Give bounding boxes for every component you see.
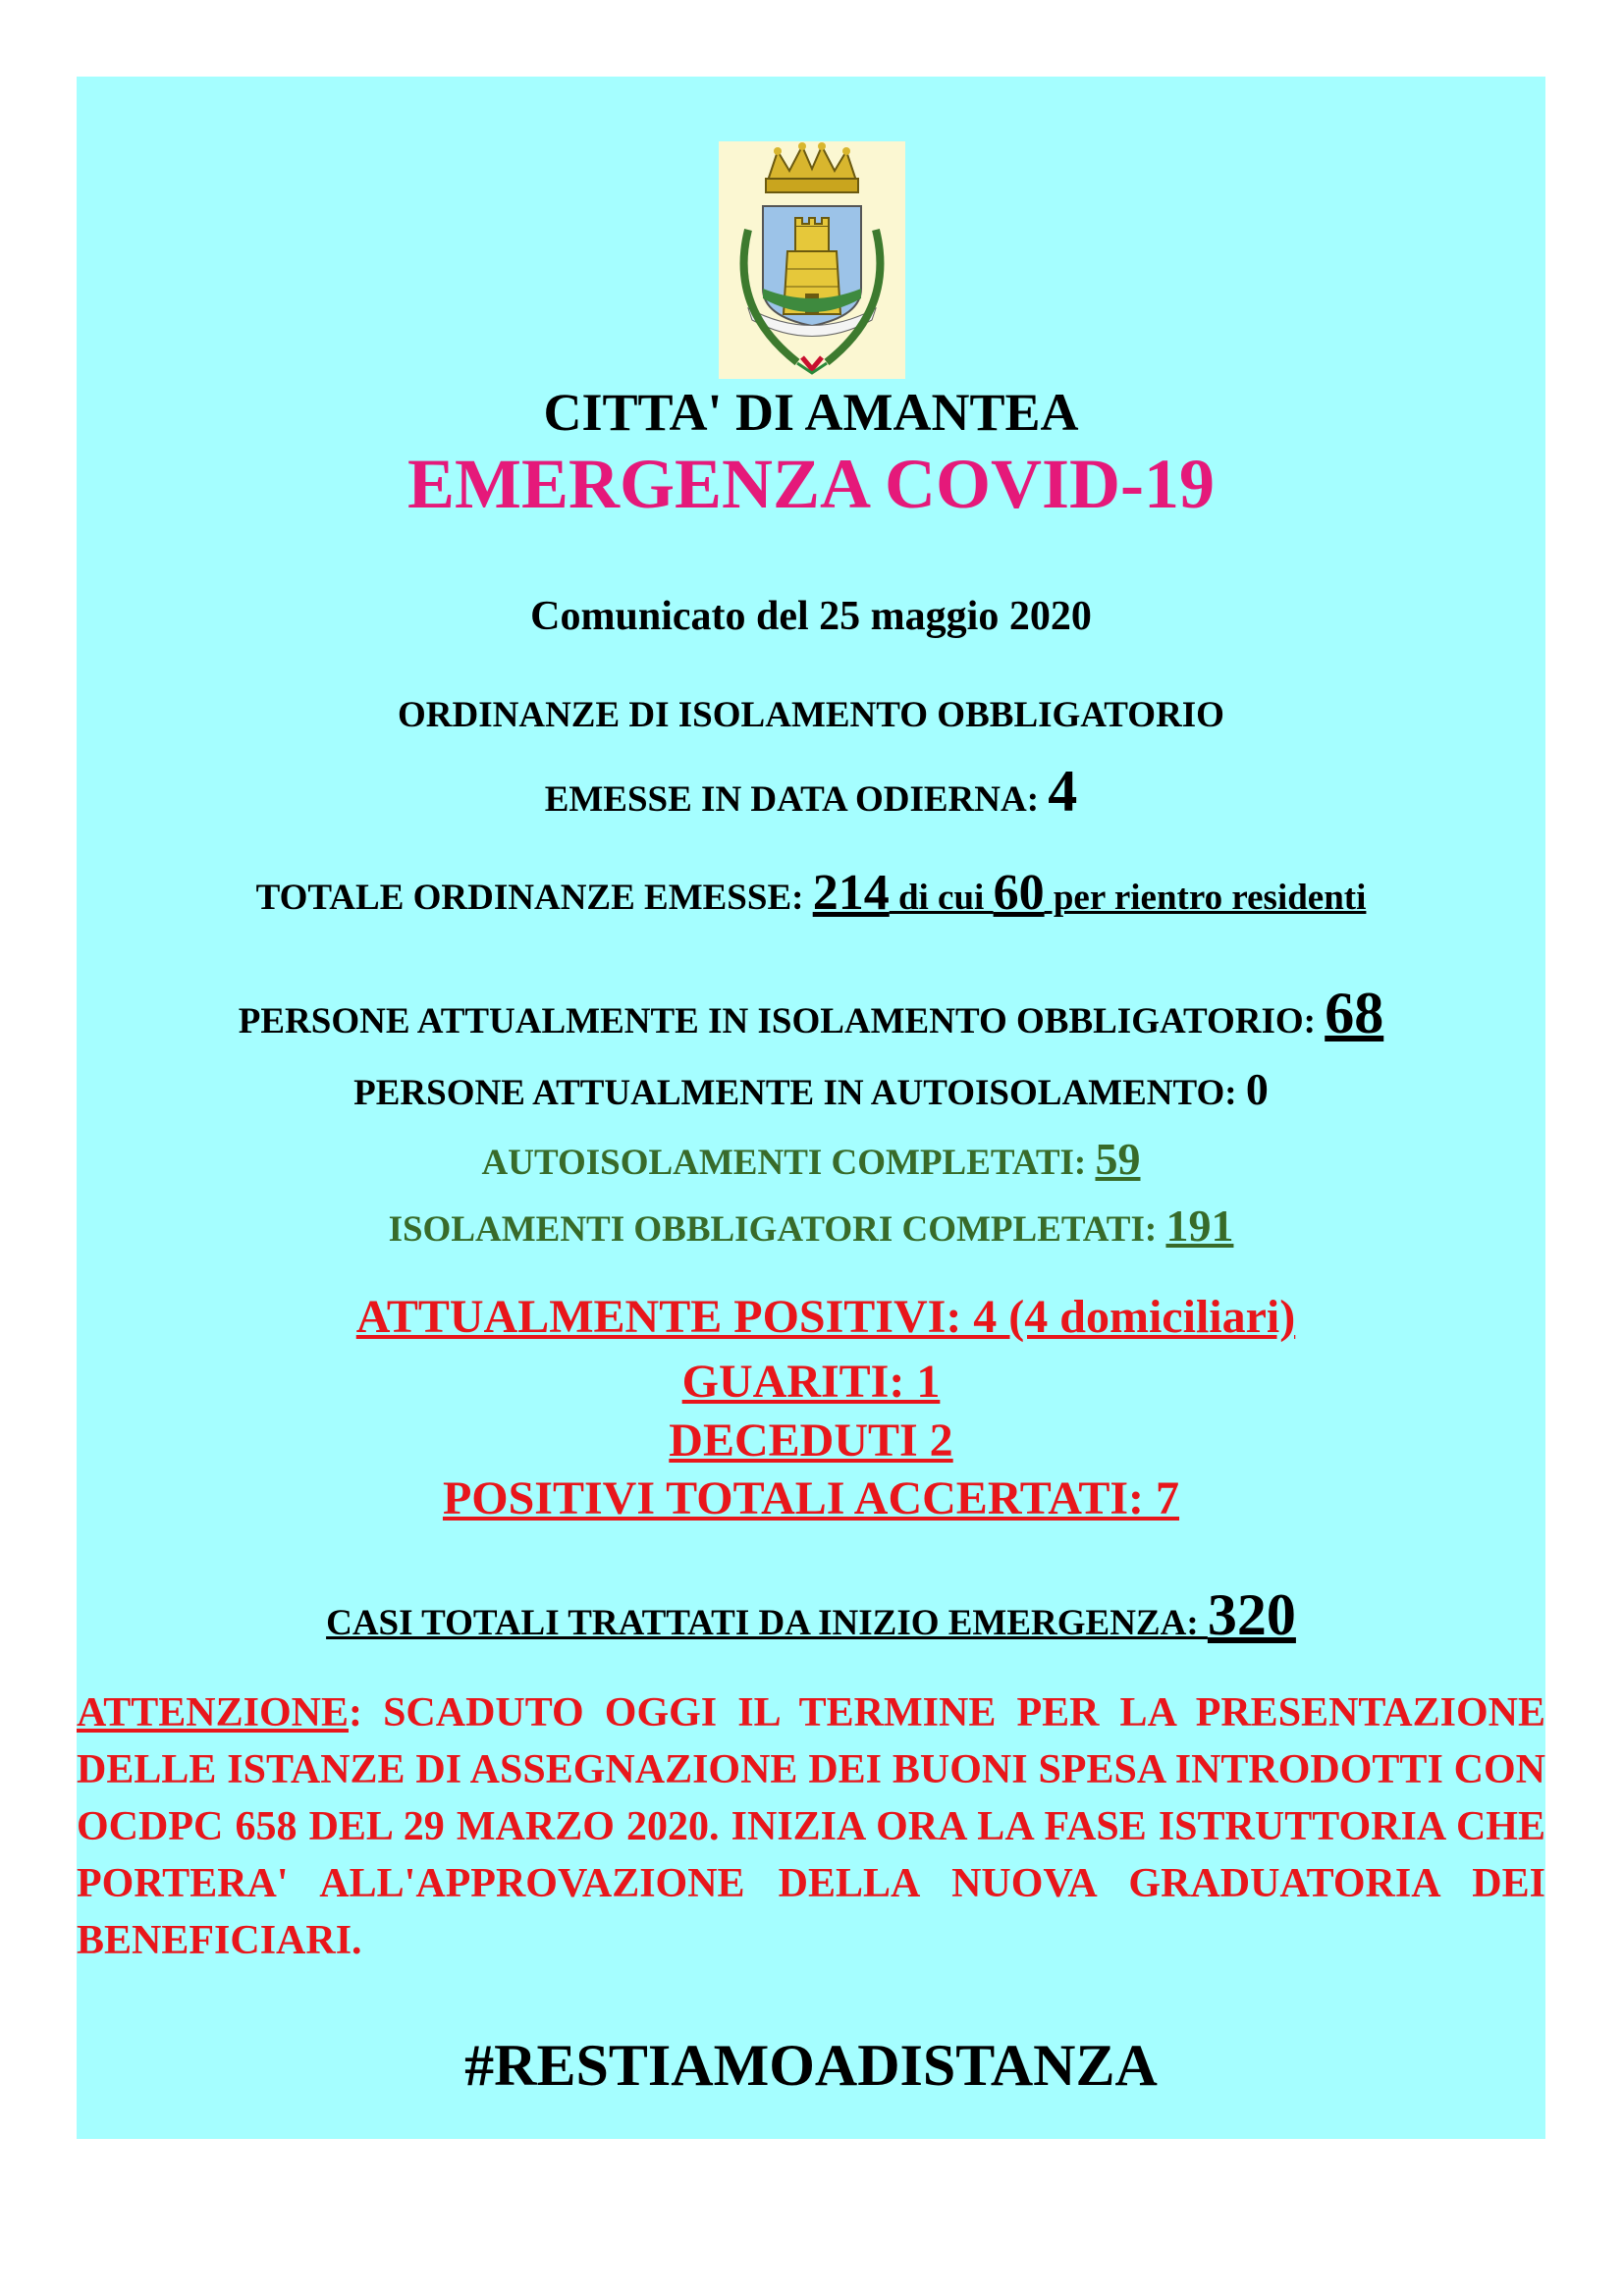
ordinances-total-value: 214	[812, 865, 890, 921]
mandatory-isolation-completed-label: ISOLAMENTI OBBLIGATORI COMPLETATI:	[388, 1209, 1166, 1250]
hashtag: #RESTIAMOADISTANZA	[464, 2033, 1158, 2098]
mandatory-isolation-completed-row	[77, 1196, 1545, 1260]
emergency-title: EMERGENZA COVID-19	[406, 445, 1216, 523]
ordinances-heading: ORDINANZE DI ISOLAMENTO OBBLIGATORIO	[398, 695, 1224, 735]
recovered-cases: GUARITI: 1	[681, 1356, 941, 1408]
mandatory-isolation-value: 68	[1325, 981, 1384, 1045]
ordinances-total-mid: di cui	[889, 878, 994, 918]
total-treated-row	[77, 1582, 1545, 1656]
total-treated-value: 320	[1207, 1582, 1296, 1647]
positive-cases: ATTUALMENTE POSITIVI: 4 (4 domiciliari)	[355, 1291, 1296, 1343]
ordinances-today	[77, 759, 1545, 832]
mandatory-isolation-completed-value: 191	[1165, 1201, 1234, 1251]
total-treated-label: CASI TOTALI TRATTATI DA INIZIO EMERGENZA:	[326, 1603, 1208, 1643]
town-name: CITTA' DI AMANTEA	[543, 383, 1079, 442]
self-isolation-completed-value: 59	[1095, 1134, 1141, 1184]
self-isolation-row	[77, 1061, 1545, 1122]
deceased-cases: DECEDUTI 2	[669, 1415, 953, 1467]
notice-paragraph	[77, 1684, 1545, 1969]
mandatory-isolation-label: PERSONE ATTUALMENTE IN ISOLAMENTO OBBLIGATORIO:	[238, 1001, 1326, 1041]
ordinances-total-label: TOTALE ORDINANZE EMESSE:	[255, 878, 813, 918]
ordinances-residents-text: per rientro residenti	[1044, 878, 1367, 918]
mandatory-isolation-row	[77, 975, 1545, 1060]
ordinances-today-label: EMESSE IN DATA ODIERNA:	[544, 779, 1049, 820]
self-isolation-completed-row	[77, 1130, 1545, 1193]
ordinances-residents-value: 60	[993, 865, 1045, 921]
ordinances-total	[77, 862, 1545, 930]
ordinances-today-value: 4	[1048, 759, 1078, 824]
bulletin-panel	[77, 77, 1545, 2139]
communique-date: Comunicato del 25 maggio 2020	[530, 594, 1092, 639]
notice-text: : SCADUTO OGGI IL TERMINE PER LA PRESENTAZIONE DELLE ISTANZE DI ASSEGNAZIONE DEI BUONI SPESA INTRODOTTI CON OCDPC 658 DEL 29 MARZO 2020. INIZIA ORA LA FASE ISTRUTTORIA CHE PORTERA' ALL'APPROVAZIONE DELLA NUOVA GRADUATORIA DEI BENEFICIARI.	[77, 1690, 1545, 1963]
total-positive-cases: POSITIVI TOTALI ACCERTATI: 7	[442, 1472, 1180, 1524]
self-isolation-completed-label: AUTOISOLAMENTI COMPLETATI:	[481, 1143, 1096, 1183]
self-isolation-label: PERSONE ATTUALMENTE IN AUTOISOLAMENTO:	[353, 1073, 1246, 1113]
notice-label: ATTENZIONE	[77, 1690, 349, 1735]
amantea-coat-of-arms-icon	[719, 141, 905, 379]
self-isolation-value: 0	[1245, 1064, 1269, 1114]
